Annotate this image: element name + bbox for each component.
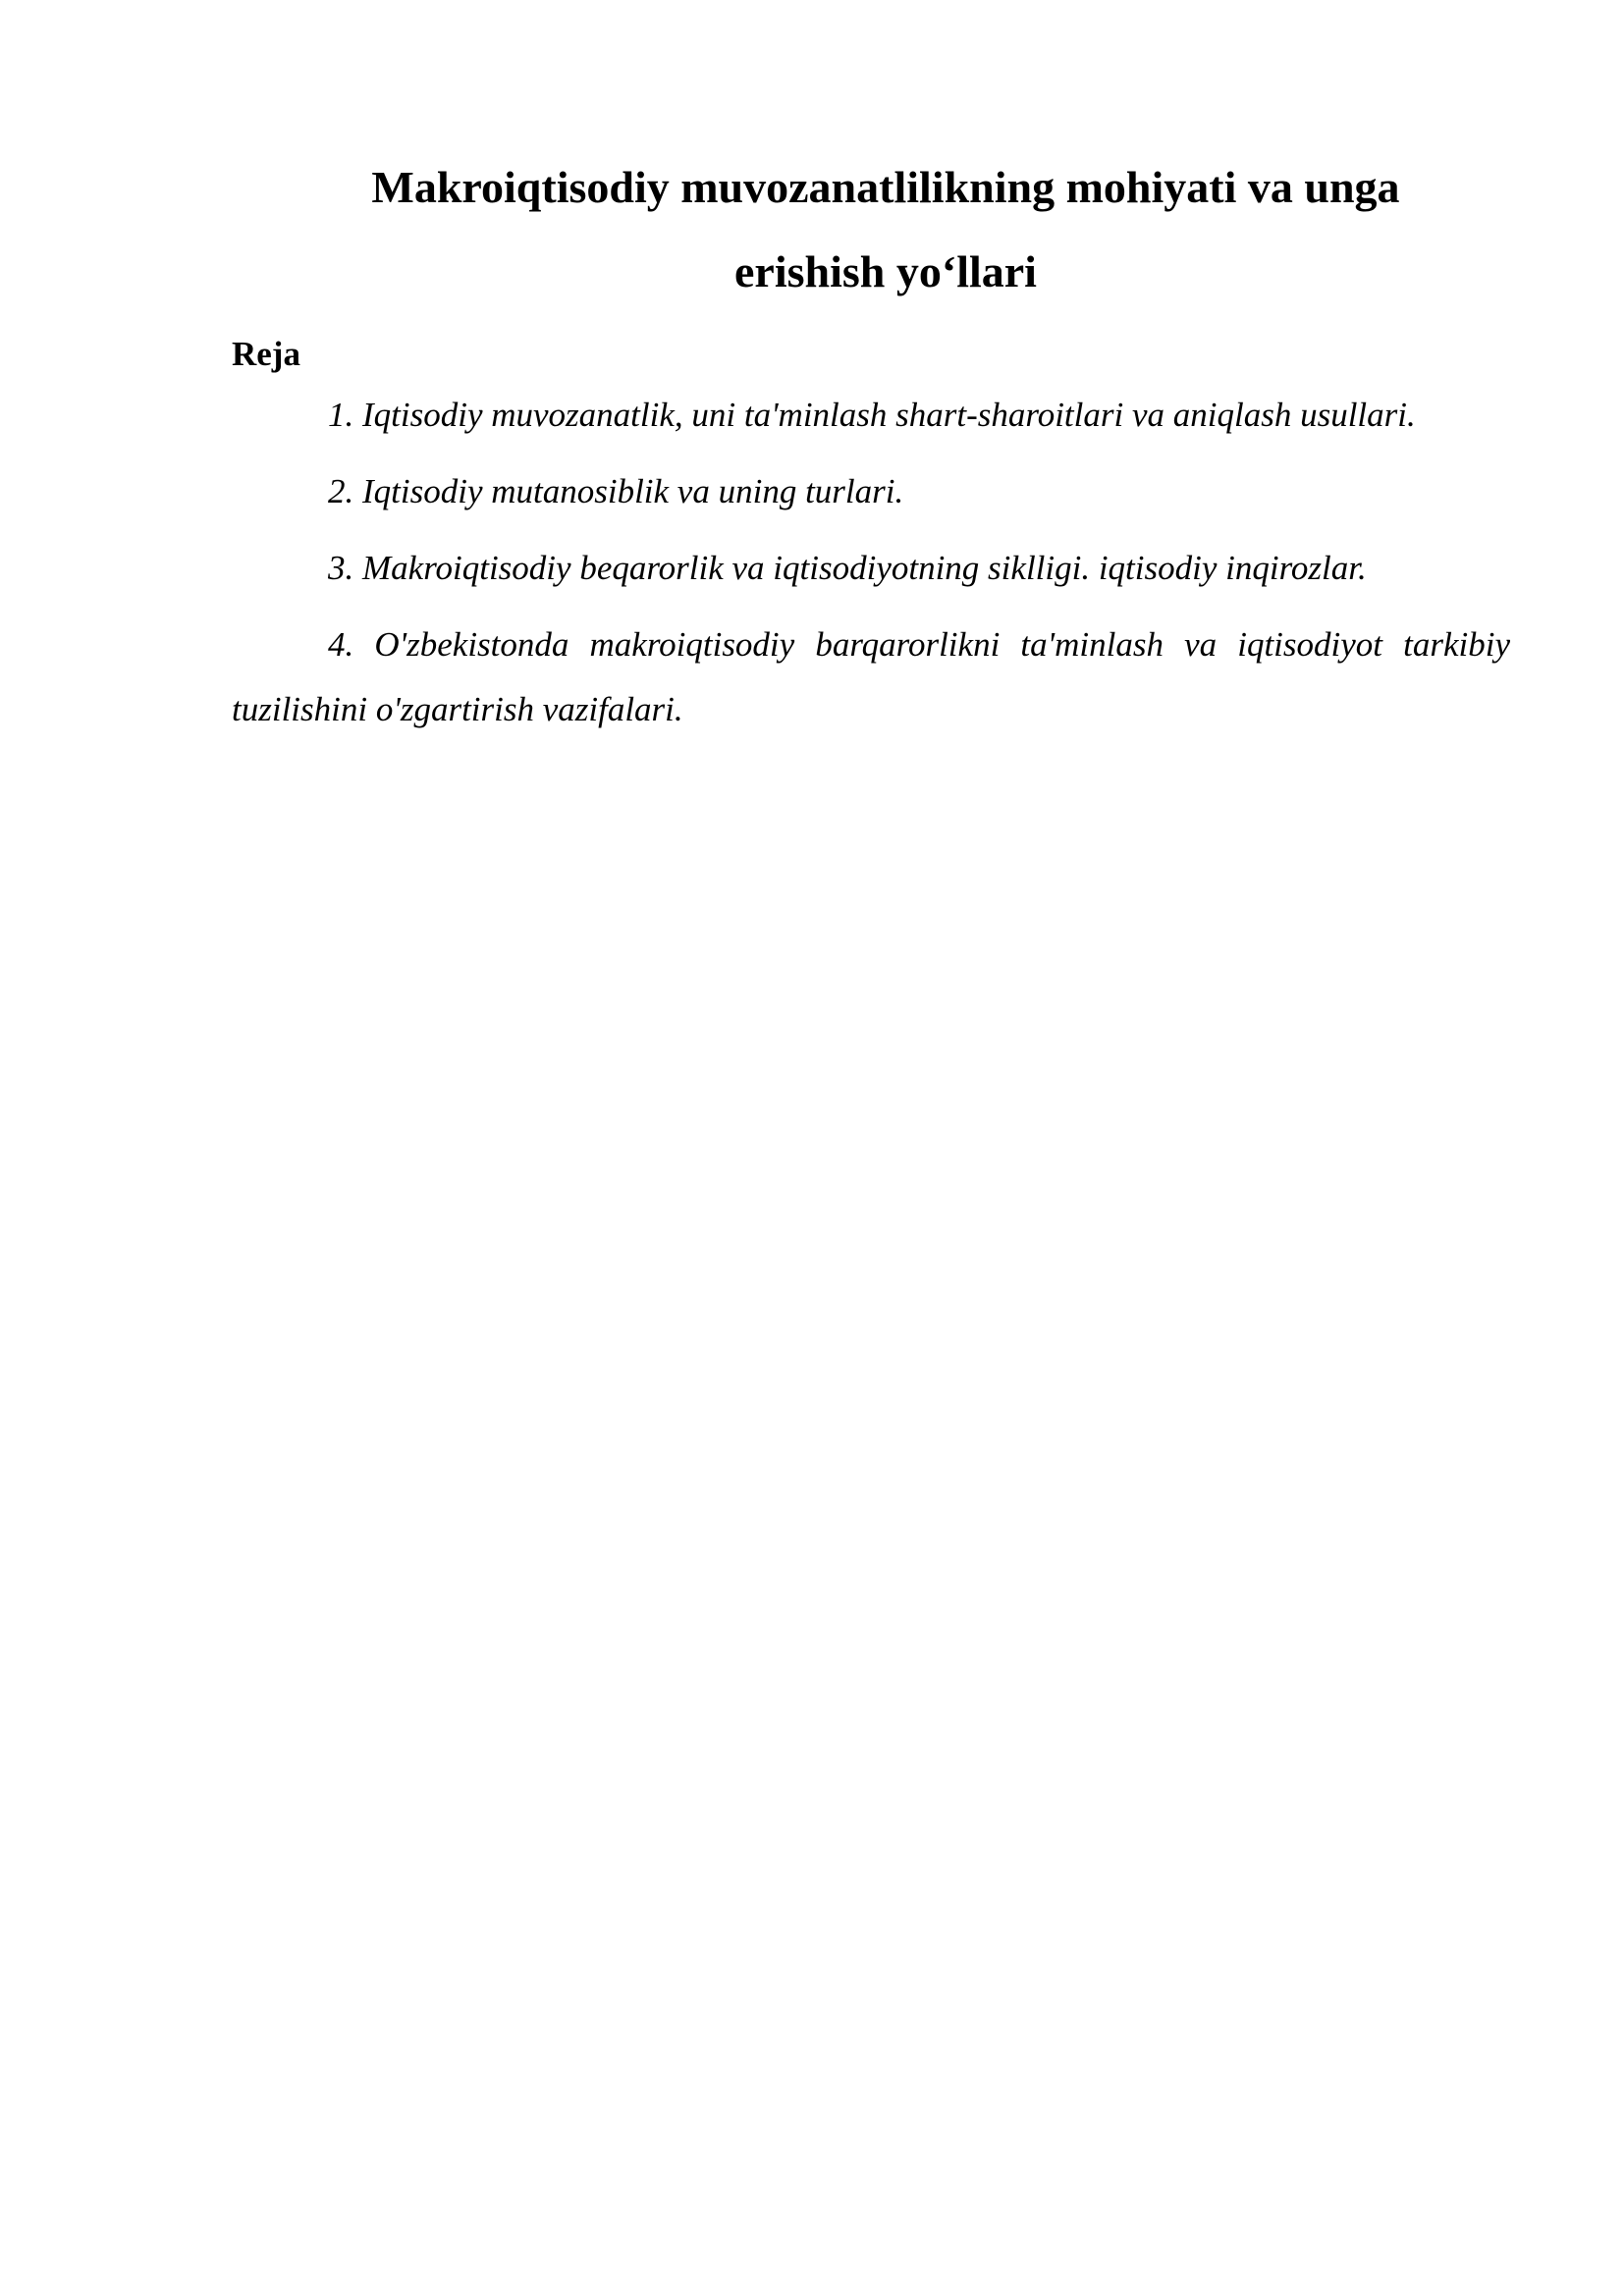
plan-heading: Reja: [232, 335, 300, 373]
document-body: [232, 145, 1510, 742]
title-line-1: Makroiqtisodiy muvozanatlilikning mohiyati va unga: [371, 162, 1400, 212]
document-title: [232, 145, 1510, 314]
plan-item-3: 3. Makroiqtisodiy beqarorlik va iqtisodiyotning siklligi. iqtisodiy inqirozlar.: [328, 549, 1367, 587]
plan-list: [232, 383, 1510, 742]
title-line-2: erishish yo‘llari: [734, 246, 1037, 296]
plan-item-4: 4. O'zbekistonda makroiqtisodiy barqarorlikni ta'minlash va iqtisodiyot tarkibiy tuzilishini o'zgartirish vazifalari.: [232, 625, 1510, 728]
plan-item-2: 2. Iqtisodiy mutanosiblik va uning turlari.: [328, 472, 904, 510]
plan-item-1: 1. Iqtisodiy muvozanatlik, uni ta'minlash shart-sharoitlari va aniqlash usullari.: [328, 396, 1416, 434]
